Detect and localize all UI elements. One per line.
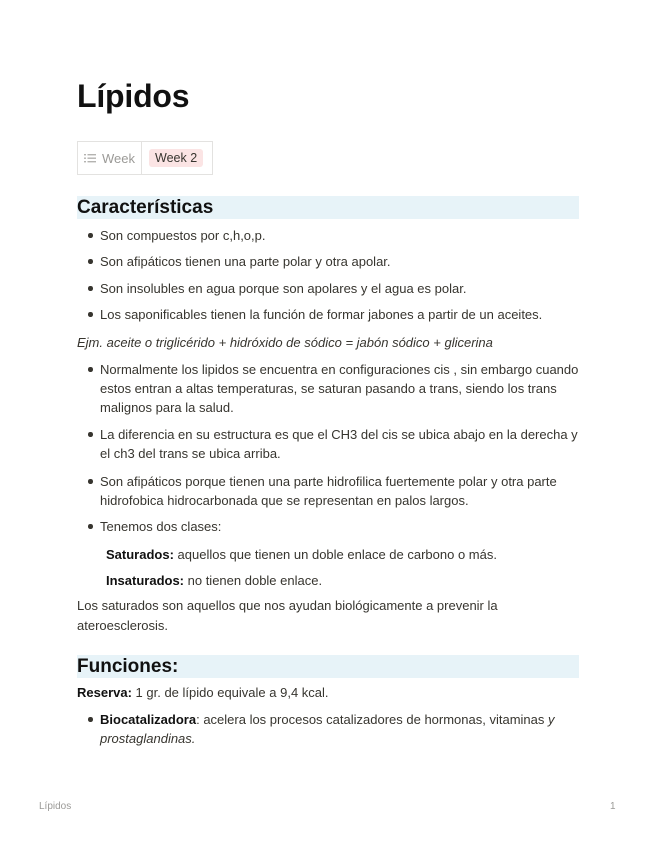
closing-paragraph: Los saturados son aquellos que nos ayudan biológicamente a prevenir la ateroesclerosis. (77, 598, 498, 633)
list-item: Los saponificables tienen la función de formar jabones a partir de un aceites. (88, 305, 579, 324)
heading-caracteristicas: Características (77, 196, 579, 219)
property-value[interactable] (142, 142, 212, 174)
list-icon (84, 153, 96, 163)
list-item: Son insolubles en agua porque son apolares y el agua es polar. (88, 279, 579, 298)
bio-label: Biocatalizadora (100, 712, 197, 727)
page-title: Lípidos (77, 78, 190, 114)
heading-funciones: Funciones: (77, 655, 579, 678)
saturados-text: aquellos que tienen un doble enlace de carbono o más. (173, 547, 497, 562)
insaturados-line (106, 571, 579, 590)
properties-table (77, 141, 213, 175)
list-item (88, 710, 579, 748)
insaturados-text: no tienen doble enlace. (184, 573, 323, 588)
bio-text: : acelera los procesos catalizadores de hormonas, vitaminas (196, 712, 548, 727)
reserva-text: 1 gr. de lípido equivale a 9,4 kcal. (131, 685, 329, 700)
insaturados-label: Insaturados: (106, 573, 185, 588)
saturados-label: Saturados: (106, 547, 174, 562)
reserva-line (77, 683, 579, 703)
saturados-line (106, 545, 579, 564)
bio-italic: y prostaglandinas. (100, 712, 555, 746)
list-item: Tenemos dos clases: (88, 517, 579, 536)
page-number: 1 (610, 801, 616, 812)
list-item: Son compuestos por c,h,o,p. (88, 226, 579, 245)
list-item: Son afipáticos porque tienen una parte hidrofilica fuertemente polar y otra parte hidrofobica hidrocarbonada que se representan en palos largos. (88, 472, 579, 510)
example-text: Ejm. aceite o triglicérido + hidróxido de sódico = jabón sódico + glicerina (77, 335, 493, 350)
property-name: Week (102, 150, 135, 166)
reserva-label: Reserva: (77, 685, 132, 700)
list-item: Normalmente los lipidos se encuentra en configuraciones cis , sin embargo cuando estos entran a altas temperaturas, se saturan pasando a trans, siendo los trans malignos para la salud. (88, 360, 579, 417)
list-item: La diferencia en su estructura es que el CH3 del cis se ubica abajo en la derecha y el ch3 del trans se ubica arriba. (88, 425, 579, 463)
list-item: Son afipáticos tienen una parte polar y otra apolar. (88, 252, 579, 271)
property-week[interactable] (78, 142, 142, 174)
footer-title: Lípidos (39, 801, 72, 812)
week-tag: Week 2 (149, 149, 203, 167)
